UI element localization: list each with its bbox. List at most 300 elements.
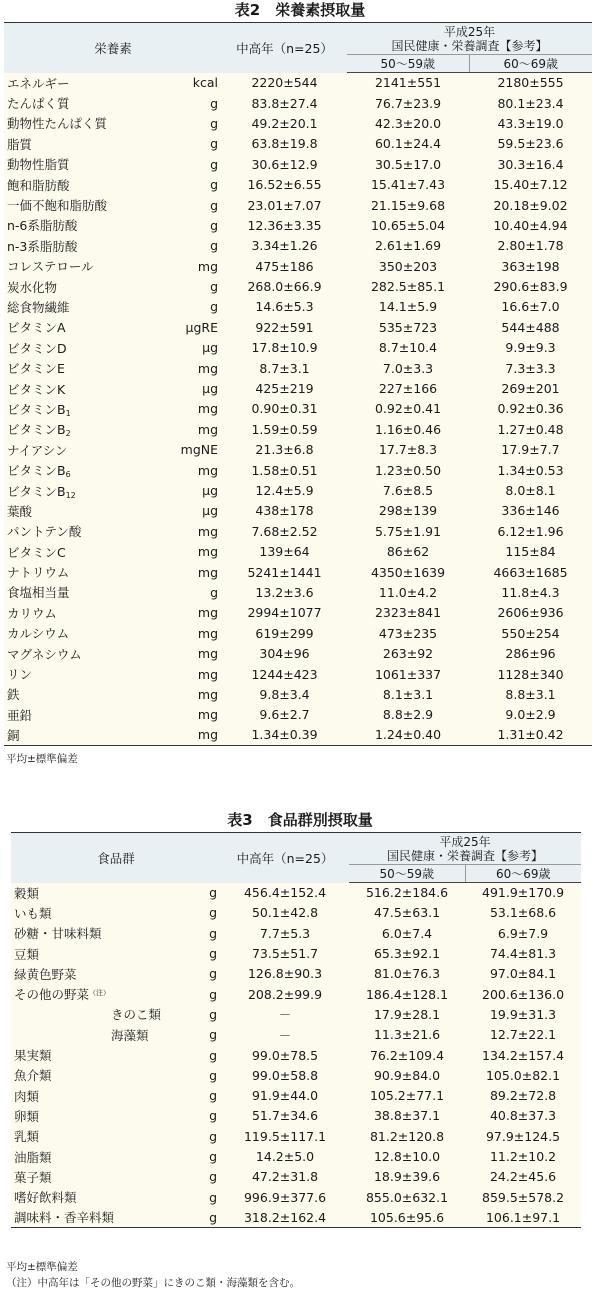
row-name: その他の野菜 — [14, 987, 90, 1003]
row-label — [4, 174, 174, 194]
value-middle-aged: 139±64 — [259, 544, 310, 560]
value-age-60s: 97.9±124.5 — [485, 1128, 561, 1144]
value-age-60s: 43.3±19.0 — [497, 115, 564, 131]
value-middle-aged: 73.5±51.7 — [251, 946, 319, 962]
row-name: n-3系脂肪酸 — [7, 238, 78, 254]
table-row — [11, 923, 581, 943]
row-unit: g — [210, 197, 219, 213]
row-label — [4, 541, 174, 561]
table-row — [4, 276, 592, 296]
value-middle-aged: 16.52±6.55 — [247, 177, 322, 193]
value-age-50s: 7.6±8.5 — [382, 483, 434, 498]
row-label — [4, 317, 174, 337]
row-name: 嗜好飲料類 — [14, 1190, 77, 1206]
value-age-60s: 200.6±136.0 — [482, 986, 565, 1002]
row-unit: kcal — [192, 75, 219, 91]
table-row — [11, 1187, 581, 1207]
value-age-50s: 7.0±3.3 — [382, 360, 434, 376]
row-name: 魚介類 — [14, 1068, 52, 1084]
value-age-50s: 15.41±7.43 — [370, 177, 446, 193]
table-row — [11, 1065, 581, 1085]
value-age-50s: 81.2±120.8 — [369, 1128, 445, 1144]
row-unit: g — [210, 584, 219, 600]
table-row — [4, 684, 592, 704]
row-name: リン — [7, 667, 33, 683]
value-middle-aged: 126.8±90.3 — [247, 966, 323, 982]
row-name: ビタミンD — [7, 340, 67, 356]
row-name: 銅 — [7, 727, 20, 743]
row-unit: g — [209, 1149, 218, 1164]
value-middle-aged: 13.2±3.6 — [255, 584, 314, 600]
row-name-subscript: 6 — [65, 470, 71, 480]
value-age-60s: 80.1±23.4 — [497, 95, 564, 111]
table-row — [11, 1126, 581, 1146]
row-unit: g — [210, 156, 219, 172]
table-row — [4, 358, 592, 378]
value-middle-aged: 475±186 — [255, 258, 314, 274]
row-name: 砂糖・甘味料類 — [14, 926, 102, 942]
value-age-50s: 81.0±76.3 — [373, 966, 441, 982]
nutrient-intake-table — [4, 22, 592, 746]
row-unit: g — [209, 986, 218, 1002]
row-name-footnote-mark: （注） — [89, 989, 111, 998]
value-age-60s: 8.8±3.1 — [505, 686, 556, 702]
row-unit: μgRE — [185, 319, 219, 335]
table-row — [4, 378, 592, 398]
row-unit: mg — [197, 564, 219, 580]
value-middle-aged: － — [278, 1027, 292, 1043]
value-age-60s: 59.5±23.6 — [497, 136, 564, 152]
row-name: ビタミンK — [7, 381, 66, 397]
row-label — [11, 1045, 186, 1065]
header-survey-name: 国民健康・栄養調査【参考】 — [391, 38, 548, 53]
value-age-60s: 2180±555 — [497, 75, 564, 91]
value-age-50s: 227±166 — [378, 381, 438, 397]
value-middle-aged: 425±219 — [255, 381, 314, 397]
row-label — [11, 1025, 186, 1045]
row-unit: g — [209, 1189, 218, 1205]
row-label — [11, 1126, 186, 1146]
value-middle-aged: 17.8±10.9 — [251, 340, 318, 356]
value-middle-aged: 49.2±20.1 — [251, 115, 318, 131]
table-row — [4, 419, 592, 439]
header-age-50s: 50～59歳 — [349, 865, 465, 883]
row-unit: μg — [202, 381, 219, 397]
table2-title: 表2 栄養素摂取量 — [234, 1, 366, 19]
table-row — [4, 215, 592, 235]
row-unit: mg — [197, 544, 219, 560]
row-unit: μg — [202, 503, 219, 519]
value-age-50s: 47.5±63.1 — [373, 905, 441, 921]
row-label — [11, 1146, 186, 1166]
value-age-50s: 42.3±20.0 — [374, 115, 442, 131]
value-age-60s: 105.0±82.1 — [485, 1067, 561, 1083]
row-unit: mg — [197, 462, 219, 478]
row-unit: g — [210, 136, 219, 152]
table-row — [4, 195, 592, 215]
row-name: カリウム — [7, 605, 57, 621]
row-label — [4, 664, 174, 684]
value-age-50s: 21.15±9.68 — [370, 197, 446, 213]
table-row — [11, 1004, 581, 1024]
table-row — [4, 174, 592, 194]
value-age-50s: 17.7±8.3 — [378, 442, 438, 458]
header-age-60s: 60～69歳 — [469, 55, 592, 73]
row-name: ビタミンB — [7, 463, 66, 479]
row-label — [11, 883, 186, 903]
table-row — [11, 943, 581, 963]
value-age-50s: 535±723 — [378, 319, 438, 335]
table-row — [4, 338, 592, 358]
row-label — [4, 603, 174, 623]
value-age-60s: 9.9±9.3 — [505, 340, 556, 356]
row-label — [11, 943, 186, 963]
row-name: 緑黄色野菜 — [14, 966, 77, 982]
row-label — [4, 562, 174, 582]
row-label — [4, 582, 174, 602]
row-unit: mg — [197, 646, 219, 662]
table-row — [4, 705, 592, 725]
value-middle-aged: 2994±1077 — [247, 605, 322, 621]
header-survey-name: 国民健康・栄養調査【参考】 — [387, 848, 544, 863]
row-name: 卵類 — [14, 1108, 40, 1124]
row-name: 脂質 — [7, 136, 33, 152]
value-age-50s: 11.3±21.6 — [373, 1027, 441, 1043]
value-middle-aged: 83.8±27.4 — [251, 95, 318, 111]
header-nutrient: 栄養素 — [4, 23, 222, 73]
row-label — [4, 419, 174, 439]
row-name: ビタミンB — [7, 483, 66, 499]
header-age-50s: 50～59歳 — [347, 55, 469, 73]
row-label — [4, 725, 174, 745]
row-label — [4, 338, 174, 358]
value-middle-aged: 12.36±3.35 — [247, 217, 322, 233]
row-name: 葉酸 — [7, 503, 33, 519]
value-age-50s: 90.9±84.0 — [373, 1067, 441, 1083]
table-row — [11, 1167, 581, 1187]
row-name: 亜鉛 — [7, 707, 33, 723]
row-name: カルシウム — [7, 626, 70, 642]
row-name: コレステロール — [7, 259, 94, 275]
table3-note-stats: 平均±標準偏差 — [6, 1261, 78, 1273]
row-name: きのこ類 — [111, 1007, 162, 1023]
table-row — [4, 480, 592, 500]
row-name: 総食物繊維 — [7, 299, 70, 315]
value-middle-aged: 9.8±3.4 — [259, 686, 310, 702]
row-name: 穀類 — [14, 885, 40, 901]
row-unit: mgNE — [180, 442, 219, 458]
value-middle-aged: 30.6±12.9 — [251, 156, 318, 172]
header-survey-year: 平成25年 — [443, 24, 496, 39]
value-age-60s: 12.7±22.1 — [489, 1027, 557, 1043]
row-name: ビタミンA — [7, 320, 66, 336]
value-age-50s: 86±62 — [386, 544, 430, 560]
table-row — [11, 964, 581, 984]
value-age-60s: 74.4±81.3 — [489, 946, 557, 962]
value-age-50s: 8.7±10.4 — [378, 340, 438, 356]
row-unit: mg — [197, 727, 219, 743]
row-label — [11, 1207, 186, 1227]
value-age-60s: 40.8±37.3 — [489, 1108, 557, 1124]
value-middle-aged: 1.59±0.59 — [251, 421, 318, 437]
value-age-60s: 134.2±157.4 — [482, 1047, 565, 1063]
row-unit: g — [209, 1128, 218, 1144]
row-unit: g — [210, 217, 219, 233]
row-label — [11, 1065, 186, 1085]
value-age-50s: 11.0±4.2 — [378, 584, 438, 600]
table-row — [4, 134, 592, 154]
value-middle-aged: 91.9±44.0 — [251, 1088, 319, 1104]
row-name: たんぱく質 — [7, 96, 70, 112]
row-name: 豆類 — [14, 946, 40, 962]
row-label — [11, 1004, 186, 1024]
table-row — [4, 73, 592, 93]
value-middle-aged: － — [278, 1007, 292, 1023]
value-age-50s: 65.3±92.1 — [373, 946, 441, 962]
table-row — [4, 725, 592, 745]
row-label — [4, 73, 174, 93]
row-name: 食塩相当量 — [7, 585, 70, 601]
row-unit: g — [209, 1027, 218, 1043]
value-age-50s: 30.5±17.0 — [374, 156, 442, 172]
row-label — [4, 501, 174, 521]
table-row — [4, 399, 592, 419]
row-unit: g — [210, 115, 219, 131]
value-middle-aged: 99.0±78.5 — [251, 1047, 319, 1063]
table-row — [4, 256, 592, 276]
value-age-50s: 2323±841 — [374, 605, 442, 621]
value-age-60s: 8.0±8.1 — [505, 483, 556, 498]
value-age-60s: 1.31±0.42 — [497, 727, 564, 743]
row-name: 海藻類 — [111, 1027, 149, 1043]
value-age-60s: 6.12±1.96 — [497, 523, 564, 539]
food-group-intake-table — [11, 832, 581, 1228]
value-middle-aged: 1244±423 — [251, 666, 318, 682]
row-unit: g — [209, 905, 218, 921]
table-row — [4, 603, 592, 623]
value-middle-aged: 8.7±3.1 — [259, 360, 310, 376]
row-label — [4, 236, 174, 256]
value-age-50s: 2.61±1.69 — [374, 238, 442, 254]
table3-notes — [6, 1259, 300, 1290]
row-name: 飽和脂肪酸 — [7, 177, 70, 193]
row-label — [4, 460, 174, 480]
row-label — [11, 964, 186, 984]
value-age-60s: 9.0±2.9 — [505, 707, 556, 723]
value-age-60s: 0.92±0.36 — [497, 401, 564, 417]
row-name: 動物性脂質 — [7, 157, 70, 173]
value-middle-aged: 12.4±5.9 — [255, 483, 314, 498]
value-age-50s: 516.2±184.6 — [365, 885, 449, 901]
row-name: いも類 — [14, 905, 52, 921]
row-label — [11, 923, 186, 943]
value-age-60s: 10.40±4.94 — [493, 217, 568, 233]
table-row — [4, 236, 592, 256]
row-label — [4, 684, 174, 704]
value-age-60s: 11.2±10.2 — [489, 1149, 557, 1164]
row-unit: g — [209, 925, 218, 941]
value-age-50s: 263±92 — [382, 646, 434, 662]
value-age-60s: 11.8±4.3 — [501, 584, 560, 600]
row-label — [4, 643, 174, 663]
value-age-60s: 30.3±16.4 — [497, 156, 564, 172]
value-age-50s: 60.1±24.4 — [374, 136, 442, 152]
table-row — [11, 984, 581, 1004]
header-middle-aged: 中高年（n=25） — [221, 833, 349, 883]
row-label — [4, 399, 174, 419]
table-row — [11, 1146, 581, 1166]
value-age-50s: 473±235 — [378, 625, 438, 641]
value-age-50s: 14.1±5.9 — [378, 299, 438, 315]
value-age-50s: 298±139 — [378, 503, 438, 519]
row-label — [11, 903, 186, 923]
table-row — [4, 113, 592, 133]
table-row — [11, 1025, 581, 1045]
row-label — [4, 134, 174, 154]
row-label — [11, 1106, 186, 1126]
value-age-60s: 363±198 — [501, 258, 560, 274]
header-middle-aged: 中高年（n=25） — [222, 23, 347, 73]
row-unit: mg — [197, 625, 219, 641]
row-unit: mg — [197, 707, 219, 723]
table3-title: 表3 食品群別摂取量 — [227, 811, 373, 829]
table-row — [4, 582, 592, 602]
value-age-60s: 20.18±9.02 — [493, 197, 568, 213]
row-label — [4, 297, 174, 317]
table-row — [11, 1207, 581, 1227]
value-age-60s: 491.9±170.9 — [482, 885, 565, 901]
row-name: ビタミンB — [7, 401, 66, 417]
table-row — [4, 643, 592, 663]
row-name-subscript: 2 — [65, 429, 71, 439]
row-name: 動物性たんぱく質 — [7, 116, 108, 132]
row-label — [4, 623, 174, 643]
value-middle-aged: 268.0±66.9 — [247, 279, 322, 295]
value-age-60s: 16.6±7.0 — [501, 299, 560, 315]
row-unit: μg — [202, 483, 219, 498]
row-name: 油脂類 — [14, 1149, 52, 1165]
row-label — [11, 1167, 186, 1187]
table-row — [4, 460, 592, 480]
row-unit: g — [210, 238, 219, 254]
row-name: n-6系脂肪酸 — [7, 218, 78, 234]
value-age-50s: 186.4±128.1 — [365, 986, 449, 1002]
value-middle-aged: 996.9±377.6 — [243, 1189, 327, 1205]
row-name: マグネシウム — [7, 646, 82, 662]
value-age-50s: 5.75±1.91 — [374, 523, 442, 539]
table-row — [4, 664, 592, 684]
table-row — [11, 1106, 581, 1126]
value-age-50s: 4350±1639 — [370, 564, 446, 580]
row-name: 果実類 — [14, 1048, 52, 1064]
row-label — [4, 440, 174, 460]
table-row — [4, 501, 592, 521]
table-row — [4, 317, 592, 337]
row-unit: g — [210, 95, 219, 111]
row-label — [4, 521, 174, 541]
row-label — [4, 705, 174, 725]
value-age-60s: 1.34±0.53 — [497, 462, 564, 478]
value-age-60s: 97.0±84.1 — [489, 966, 557, 982]
row-label — [11, 1085, 186, 1105]
value-middle-aged: 5241±1441 — [247, 564, 322, 580]
value-middle-aged: 0.90±0.31 — [251, 401, 318, 417]
row-unit: g — [209, 966, 218, 982]
value-middle-aged: 23.01±7.07 — [247, 197, 322, 213]
row-name-subscript: 1 — [65, 408, 71, 418]
value-middle-aged: 3.34±1.26 — [251, 238, 318, 254]
value-middle-aged: 119.5±117.1 — [243, 1128, 327, 1144]
row-label — [4, 276, 174, 296]
value-age-50s: 12.8±10.0 — [373, 1149, 441, 1164]
row-unit: g — [209, 946, 218, 962]
value-middle-aged: 456.4±152.4 — [243, 885, 327, 901]
value-age-50s: 350±203 — [378, 258, 438, 274]
value-middle-aged: 7.7±5.3 — [259, 925, 311, 941]
row-unit: mg — [197, 686, 219, 702]
value-age-50s: 76.2±109.4 — [369, 1047, 445, 1063]
value-age-50s: 6.0±7.4 — [381, 925, 433, 941]
header-food-group: 食品群 — [11, 833, 221, 883]
row-unit: g — [209, 1088, 218, 1104]
value-age-50s: 1061±337 — [374, 666, 442, 682]
row-name: 調味料・香辛料類 — [14, 1210, 115, 1226]
value-age-60s: 859.5±578.2 — [482, 1189, 565, 1205]
header-age-60s: 60～69歳 — [465, 865, 581, 883]
row-unit: mg — [197, 258, 219, 274]
value-middle-aged: 99.0±58.8 — [251, 1067, 319, 1083]
value-age-50s: 17.9±28.1 — [373, 1006, 441, 1022]
row-label — [4, 215, 174, 235]
row-name: ビタミンB — [7, 422, 66, 438]
row-label — [4, 378, 174, 398]
row-unit: g — [209, 1108, 218, 1124]
value-age-50s: 282.5±85.1 — [370, 279, 446, 295]
value-middle-aged: 50.1±42.8 — [251, 905, 319, 921]
table-row — [11, 883, 581, 903]
value-age-50s: 0.92±0.41 — [374, 401, 442, 417]
value-age-60s: 6.9±7.9 — [497, 925, 549, 941]
row-name: 肉類 — [14, 1088, 40, 1104]
row-label — [4, 195, 174, 215]
row-name: ビタミンC — [7, 544, 66, 560]
row-name: パントテン酸 — [7, 524, 82, 540]
row-label — [4, 113, 174, 133]
value-age-50s: 18.9±39.6 — [373, 1169, 441, 1185]
value-age-60s: 2.80±1.78 — [497, 238, 564, 254]
value-middle-aged: 2220±544 — [251, 75, 318, 91]
row-label — [11, 1187, 186, 1207]
value-middle-aged: 304±96 — [259, 646, 310, 662]
row-name: ビタミンE — [7, 361, 65, 377]
table2-note: 平均±標準偏差 — [6, 753, 78, 765]
row-unit: g — [209, 1169, 218, 1185]
row-label — [11, 984, 186, 1004]
value-age-50s: 8.1±3.1 — [382, 686, 434, 702]
value-middle-aged: 438±178 — [255, 503, 314, 519]
row-unit: g — [209, 1006, 218, 1022]
value-middle-aged: 1.34±0.39 — [251, 727, 318, 743]
value-age-60s: 290.6±83.9 — [493, 279, 568, 295]
value-age-60s: 1128±340 — [497, 666, 564, 682]
table-row — [4, 521, 592, 541]
value-age-50s: 105.6±95.6 — [369, 1209, 445, 1225]
value-age-60s: 19.9±31.3 — [489, 1006, 557, 1022]
table-row — [11, 1085, 581, 1105]
row-unit: μg — [202, 340, 219, 356]
value-age-60s: 24.2±45.6 — [489, 1169, 557, 1185]
value-middle-aged: 318.2±162.4 — [243, 1209, 327, 1225]
